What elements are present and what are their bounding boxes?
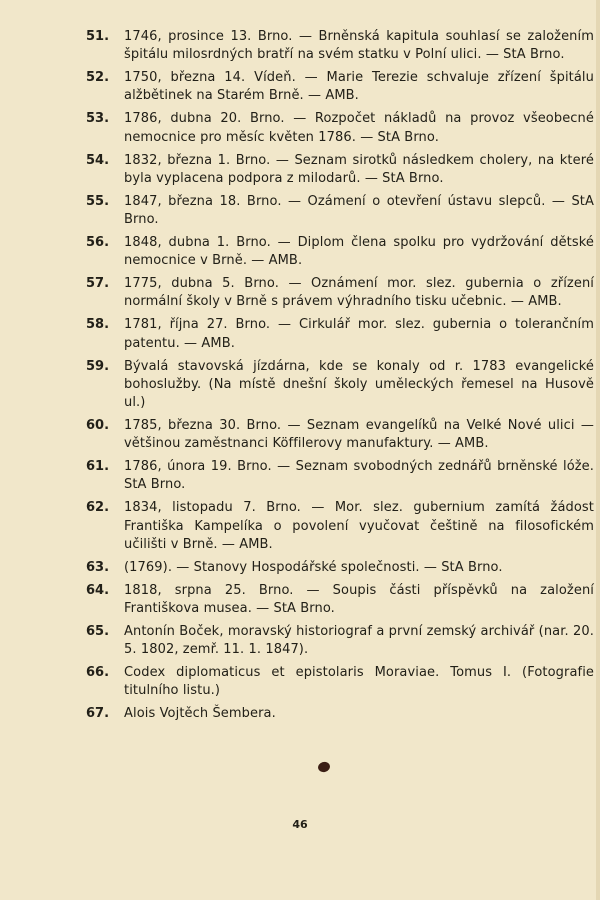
list-item xyxy=(86,664,594,701)
list-item xyxy=(86,28,594,65)
entry-text: 1832, března 1. Brno. — Seznam sirotků následkem cholery, na které byla vyplacena podpora z milodarů. — StA Brno. xyxy=(124,152,594,186)
entry-text: 1847, března 18. Brno. — Ozámení o otevření ústavu slepců. — StA Brno. xyxy=(124,193,594,228)
entry-text: Codex diplomaticus et epistolaris Moraviae. Tomus I. (Fotografie titulního listu.) xyxy=(124,665,594,699)
entry-text: 1746, prosince 13. Brno. — Brněnská kapitula souhlasí se založením špitálu milosrdných bratří na svém statku v Polní ulici. — StA Brno. xyxy=(124,29,594,63)
entry-number: 62. xyxy=(86,500,110,516)
entry-text: 1848, dubna 1. Brno. — Diplom člena spolku pro vydržování dětské nemocnice v Brně. — AMB. xyxy=(124,234,594,269)
entry-text: Antonín Boček, moravský historiograf a první zemský archivář (nar. 20. 5. 1802, zemř. 11. 1. 1847). xyxy=(124,623,594,658)
entry-number: 64. xyxy=(86,582,110,598)
entry-text: 1818, srpna 25. Brno. — Soupis části příspěvků na založení Františkova musea. — StA Brno. xyxy=(124,582,594,617)
entry-text: Alois Vojtěch Šembera. xyxy=(124,706,276,722)
list-item xyxy=(86,417,594,454)
list-item xyxy=(86,705,594,723)
entry-number: 53. xyxy=(86,111,110,127)
list-item xyxy=(86,152,594,189)
list-item xyxy=(86,69,594,106)
page-number: 46 xyxy=(292,818,308,831)
list-item xyxy=(86,582,594,619)
entry-number: 61. xyxy=(86,459,110,475)
list-item xyxy=(86,316,594,353)
list-item xyxy=(86,358,594,413)
entry-number: 66. xyxy=(86,665,110,681)
entry-text: 1781, října 27. Brno. — Cirkulář mor. slez. gubernia o tolerančním patentu. — AMB. xyxy=(124,317,594,351)
ink-blot xyxy=(317,761,331,774)
list-item xyxy=(86,559,594,577)
list-item xyxy=(86,193,594,230)
entry-number: 63. xyxy=(86,559,110,575)
entry-number: 51. xyxy=(86,29,110,44)
entry-number: 54. xyxy=(86,152,110,168)
entry-number: 52. xyxy=(86,70,110,86)
entry-text: 1834, listopadu 7. Brno. — Mor. slez. gubernium zamítá žádost Františka Kampelíka o povolení vyučovat češtině na filosofickém učilišti v Brně. — AMB. xyxy=(124,500,594,552)
entry-text: 1786, února 19. Brno. — Seznam svobodných zednářů brněnské lóže. StA Brno. xyxy=(124,459,594,493)
page-edge xyxy=(596,0,600,900)
entry-number: 57. xyxy=(86,276,110,292)
entry-number: 58. xyxy=(86,317,110,333)
entry-number: 59. xyxy=(86,358,110,374)
list-item xyxy=(86,110,594,147)
list-item xyxy=(86,499,594,554)
entry-text: (1769). — Stanovy Hospodářské společnosti. — StA Brno. xyxy=(124,559,503,575)
caption-list xyxy=(86,28,594,728)
entry-number: 67. xyxy=(86,706,110,722)
entry-text: 1750, března 14. Vídeň. — Marie Terezie schvaluje zřízení špitálu alžbětinek na Starém Brně. — AMB. xyxy=(124,70,594,104)
entry-number: 55. xyxy=(86,193,110,209)
list-item xyxy=(86,458,594,495)
entry-text: 1786, dubna 20. Brno. — Rozpočet nákladů na provoz všeobecné nemocnice pro měsíc květen 1786. — StA Brno. xyxy=(124,111,594,145)
entry-text: 1785, března 30. Brno. — Seznam evangelíků na Velké Nové ulici — většinou zaměstnanci Köffilerovy manufaktury. — AMB. xyxy=(124,417,594,452)
entry-text: Bývalá stavovská jízdárna, kde se konaly od r. 1783 evangelické bohoslužby. (Na místě dnešní školy uměleckých řemesel na Husově ul.) xyxy=(124,358,594,411)
entry-number: 65. xyxy=(86,623,110,639)
entry-number: 56. xyxy=(86,234,110,250)
list-item xyxy=(86,275,594,312)
list-item xyxy=(86,234,594,271)
list-item xyxy=(86,623,594,660)
entry-text: 1775, dubna 5. Brno. — Oznámení mor. slez. gubernia o zřízení normální školy v Brně s právem výhradního tisku učebnic. — AMB. xyxy=(124,276,594,310)
entry-number: 60. xyxy=(86,417,110,433)
